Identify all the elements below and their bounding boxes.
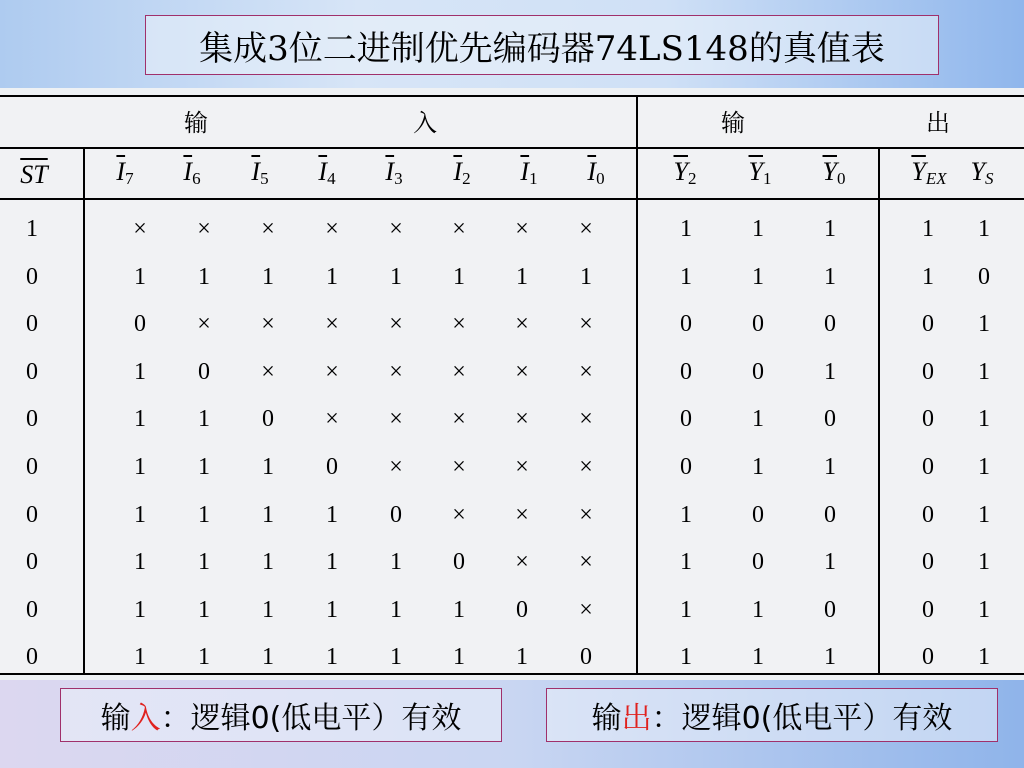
note-input-highlight: 入: [130, 701, 161, 736]
table-cell: 0: [922, 311, 934, 338]
table-cell: ×: [325, 216, 339, 242]
table-cell: 0: [390, 501, 402, 528]
group-header-output-2: 出: [926, 109, 950, 137]
note-input-text: ：逻辑0(低电平）有效: [160, 701, 462, 736]
table-cell: 0: [516, 596, 528, 623]
table-cell: ×: [389, 358, 403, 385]
table-cell: 0: [26, 311, 38, 338]
table-rule-bottom: [0, 673, 1024, 675]
col-header-y1: $\overline{Y}_1$: [748, 157, 772, 188]
table-cell: ×: [515, 454, 529, 480]
table-cell: 1: [326, 549, 338, 576]
table-cell: ×: [389, 454, 403, 480]
group-header-output-1: 输: [721, 109, 745, 137]
table-cell: 0: [824, 596, 836, 623]
col-header-i4: $\overline{I}_4$: [318, 157, 336, 188]
table-cell: 1: [978, 644, 990, 671]
table-cell: 1: [752, 263, 764, 290]
table-cell: 0: [922, 406, 934, 433]
table-cell: 1: [134, 358, 146, 385]
table-cell: 0: [26, 263, 38, 290]
table-cell: 0: [824, 501, 836, 528]
table-cell: ×: [579, 311, 593, 338]
table-cell: 1: [752, 596, 764, 623]
table-cell: 0: [922, 596, 934, 623]
table-cell: 1: [134, 406, 146, 433]
table-cell: 1: [326, 644, 338, 671]
table-cell: 0: [262, 406, 274, 433]
note-input-prefix: 输: [100, 701, 131, 736]
table-cell: 1: [262, 263, 274, 290]
table-cell: ×: [579, 549, 593, 576]
group-header-input-1: 输: [184, 109, 208, 137]
table-cell: 1: [326, 501, 338, 528]
table-cell: 1: [326, 596, 338, 623]
slide-title-text: 集成3位二进制优先编码器74LS148的真值表: [199, 28, 885, 69]
table-rule-header: [0, 198, 1024, 200]
table-cell: 1: [198, 501, 210, 528]
table-cell: 0: [752, 501, 764, 528]
table-cell: 1: [978, 358, 990, 385]
table-cell: 1: [26, 216, 38, 242]
table-cell: 1: [752, 406, 764, 433]
table-cell: 0: [978, 263, 990, 290]
table-cell: 0: [26, 549, 38, 576]
table-cell: 0: [680, 358, 692, 385]
table-cell: ×: [515, 406, 529, 433]
table-cell: ×: [515, 358, 529, 385]
table-cell: ×: [515, 501, 529, 528]
table-cell: 1: [752, 216, 764, 242]
note-output-prefix: 输: [591, 701, 622, 736]
table-cell: 1: [198, 406, 210, 433]
table-cell: 1: [824, 644, 836, 671]
table-cell: ×: [389, 216, 403, 242]
table-cell: 0: [752, 311, 764, 338]
table-cell: 1: [580, 263, 592, 290]
table-cell: 1: [262, 644, 274, 671]
table-cell: 0: [680, 311, 692, 338]
table-divider-status: [878, 147, 880, 673]
table-cell: 1: [752, 644, 764, 671]
table-cell: 1: [680, 501, 692, 528]
table-cell: ×: [579, 358, 593, 385]
table-cell: 1: [978, 311, 990, 338]
col-header-i6: $\overline{I}_6$: [183, 157, 201, 188]
table-cell: 1: [390, 549, 402, 576]
table-cell: 1: [516, 644, 528, 671]
table-cell: 1: [134, 596, 146, 623]
table-cell: 0: [453, 549, 465, 576]
table-cell: 1: [134, 549, 146, 576]
table-cell: 1: [824, 263, 836, 290]
table-cell: ×: [452, 358, 466, 385]
table-cell: 1: [680, 263, 692, 290]
table-cell: 1: [326, 263, 338, 290]
table-cell: 1: [198, 644, 210, 671]
table-cell: ×: [389, 406, 403, 433]
table-cell: ×: [197, 216, 211, 242]
table-cell: 1: [978, 216, 990, 242]
col-header-i7: $\overline{I}_7$: [116, 157, 134, 188]
table-cell: ×: [579, 501, 593, 528]
table-cell: 0: [922, 501, 934, 528]
table-cell: ×: [452, 501, 466, 528]
table-cell: 1: [453, 596, 465, 623]
table-cell: 0: [922, 358, 934, 385]
table-cell: 1: [198, 454, 210, 480]
table-cell: 0: [680, 406, 692, 433]
table-cell: ×: [579, 454, 593, 480]
table-cell: ×: [579, 596, 593, 623]
col-header-i3: $\overline{I}_3$: [385, 157, 403, 188]
table-cell: 1: [824, 454, 836, 480]
table-cell: 0: [198, 358, 210, 385]
table-cell: 0: [134, 311, 146, 338]
table-cell: ×: [325, 358, 339, 385]
table-cell: 0: [824, 406, 836, 433]
col-header-i1: $\overline{I}_1$: [520, 157, 538, 188]
table-cell: 0: [26, 596, 38, 623]
table-cell: ×: [515, 549, 529, 576]
table-cell: 1: [680, 644, 692, 671]
table-cell: 0: [752, 549, 764, 576]
table-cell: ×: [389, 311, 403, 338]
table-cell: 1: [824, 358, 836, 385]
table-cell: ×: [261, 358, 275, 385]
truth-table: [0, 95, 1024, 675]
table-cell: ×: [325, 311, 339, 338]
table-cell: 0: [922, 644, 934, 671]
slide-title: [145, 15, 939, 75]
col-header-y2: $\overline{Y}_2$: [673, 157, 697, 188]
table-cell: 1: [680, 216, 692, 242]
table-cell: 1: [262, 454, 274, 480]
table-cell: 1: [752, 454, 764, 480]
table-cell: ×: [515, 311, 529, 338]
table-cell: 1: [978, 454, 990, 480]
group-header-input-2: 入: [413, 109, 437, 137]
table-cell: ×: [133, 216, 147, 242]
table-cell: 1: [516, 263, 528, 290]
table-cell: 0: [922, 454, 934, 480]
table-cell: 1: [390, 263, 402, 290]
table-cell: 1: [198, 596, 210, 623]
table-cell: 0: [26, 358, 38, 385]
table-rule-group: [0, 147, 1024, 149]
note-output-highlight: 出: [621, 701, 652, 736]
table-cell: ×: [452, 216, 466, 242]
table-divider-io: [636, 95, 638, 673]
col-header-i5: $\overline{I}_5$: [251, 157, 269, 188]
table-cell: 0: [26, 644, 38, 671]
table-cell: ×: [579, 216, 593, 242]
col-header-y0: $\overline{Y}_0$: [822, 157, 846, 188]
table-cell: ×: [261, 311, 275, 338]
table-cell: 1: [453, 263, 465, 290]
table-cell: 0: [26, 454, 38, 480]
table-rule-top: [0, 95, 1024, 97]
table-cell: 1: [978, 596, 990, 623]
table-divider-st: [83, 147, 85, 673]
table-cell: 0: [680, 454, 692, 480]
table-cell: 1: [978, 406, 990, 433]
table-cell: 0: [326, 454, 338, 480]
col-header-st: $\overline{ST}$: [20, 160, 48, 189]
col-header-yex: $\overline{Y}_{EX}$: [911, 157, 947, 188]
table-cell: 1: [134, 263, 146, 290]
table-cell: ×: [325, 406, 339, 433]
table-cell: 1: [824, 216, 836, 242]
table-cell: 0: [824, 311, 836, 338]
table-cell: 1: [262, 596, 274, 623]
note-output-text: ：逻辑0(低电平）有效: [651, 701, 953, 736]
table-cell: 1: [453, 644, 465, 671]
table-cell: 1: [824, 549, 836, 576]
table-cell: ×: [452, 406, 466, 433]
table-cell: 1: [390, 596, 402, 623]
table-cell: 1: [134, 454, 146, 480]
table-cell: 1: [134, 501, 146, 528]
table-cell: ×: [452, 311, 466, 338]
table-cell: ×: [579, 406, 593, 433]
table-cell: 1: [134, 644, 146, 671]
table-cell: 1: [978, 501, 990, 528]
table-cell: ×: [452, 454, 466, 480]
table-cell: ×: [197, 311, 211, 338]
table-cell: 1: [198, 263, 210, 290]
table-cell: 1: [680, 596, 692, 623]
col-header-i2: $\overline{I}_2$: [453, 157, 471, 188]
table-cell: 0: [752, 358, 764, 385]
note-output-active-low: [546, 688, 998, 742]
table-cell: 1: [922, 263, 934, 290]
col-header-ys: $Y_S$: [970, 157, 994, 188]
table-cell: 1: [198, 549, 210, 576]
table-cell: ×: [261, 216, 275, 242]
table-cell: 0: [26, 501, 38, 528]
table-cell: 0: [580, 644, 592, 671]
note-input-active-low: [60, 688, 502, 742]
table-cell: 0: [922, 549, 934, 576]
table-cell: 1: [390, 644, 402, 671]
table-cell: 1: [262, 501, 274, 528]
table-cell: ×: [515, 216, 529, 242]
col-header-i0: $\overline{I}_0$: [587, 157, 605, 188]
table-cell: 1: [922, 216, 934, 242]
table-cell: 1: [978, 549, 990, 576]
table-cell: 0: [26, 406, 38, 433]
table-cell: 1: [262, 549, 274, 576]
table-cell: 1: [680, 549, 692, 576]
